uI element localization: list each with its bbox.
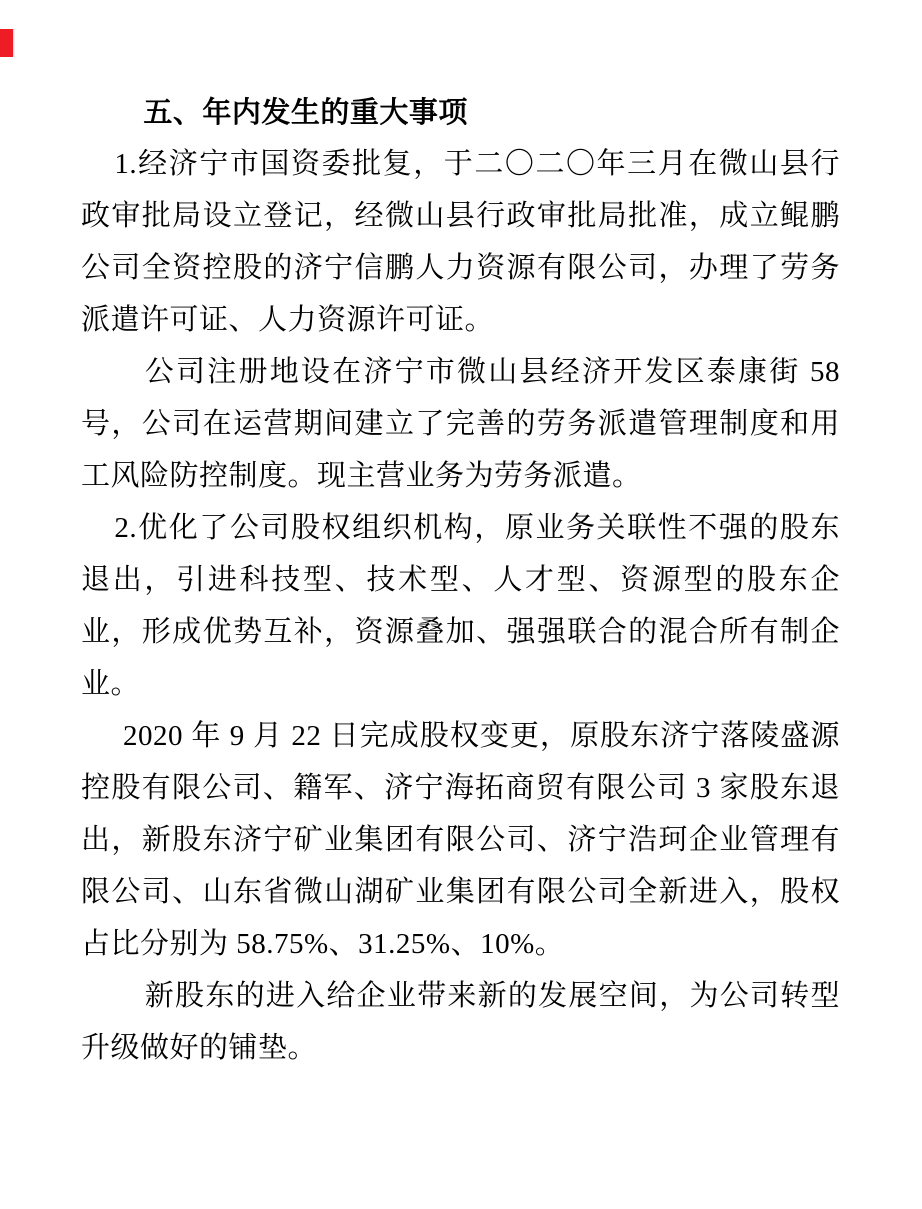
paragraph-1: 1.经济宁市国资委批复，于二〇二〇年三月在微山县行政审批局设立登记，经微山县行政审批局批准，成立鲲鹏公司全资控股的济宁信鹏人力资源有限公司，办理了劳务派遣许可证、人力资源许可证。	[81, 148, 840, 336]
paragraph-4: 2020 年 9 月 22 日完成股权变更，原股东济宁落陵盛源控股有限公司、籍军、济宁海拓商贸有限公司 3 家股东退出，新股东济宁矿业集团有限公司、济宁浩珂企业管理有限公司、山东省微山湖矿业集团有限公司全新进入，股权占比分别为 58.75%、31.25%、10%。	[81, 720, 840, 960]
paragraph-5: 新股东的进入给企业带来新的发展空间，为公司转型升级做好的铺垫。	[81, 980, 840, 1064]
red-corner-mark	[0, 29, 13, 57]
document-content	[81, 86, 840, 1074]
paragraph-3: 2.优化了公司股权组织机构，原业务关联性不强的股东退出，引进科技型、技术型、人才型、资源型的股东企业，形成优势互补，资源叠加、强强联合的混合所有制企业。	[81, 512, 840, 700]
section-heading: 五、年内发生的重大事项	[143, 95, 468, 129]
paragraph-2: 公司注册地设在济宁市微山县经济开发区泰康街 58 号，公司在运营期间建立了完善的劳务派遣管理制度和用工风险防控制度。现主营业务为劳务派遣。	[81, 356, 840, 492]
